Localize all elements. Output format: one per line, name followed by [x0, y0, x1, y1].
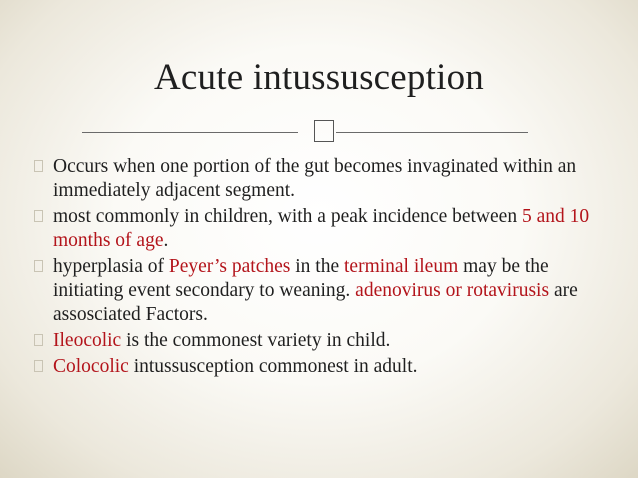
square-bullet-icon: [34, 210, 43, 222]
divider-line-left: [82, 132, 298, 133]
bullet-text: .: [163, 230, 169, 251]
highlighted-text: Peyer’s patches: [168, 256, 291, 277]
bullet-text: in the: [290, 256, 344, 277]
square-bullet-icon: [34, 260, 43, 272]
bullet-text: most commonly in children, with a peak incidence between: [53, 206, 522, 227]
bullet-text: Occurs when one portion of the gut becomes invaginated within an immediately adjacent segment.: [53, 156, 577, 201]
bullet-text: intussusception commonest in adult.: [128, 356, 418, 377]
slide-title: Acute intussusception: [154, 57, 484, 98]
bullet-item: [34, 205, 614, 253]
highlighted-text: Colocolic: [53, 356, 129, 377]
square-ornament-icon: [314, 120, 334, 142]
square-bullet-icon: [34, 334, 43, 346]
highlighted-text: 5 and 10 months of age: [53, 206, 590, 251]
bullet-item: [34, 355, 614, 379]
bullet-item: [34, 255, 614, 327]
bullet-item: [34, 329, 614, 353]
bullet-list: [34, 155, 614, 381]
highlighted-text: adenovirus or rotavirusis: [355, 280, 550, 301]
highlighted-text: Ileocolic: [53, 330, 122, 351]
bullet-text: is the commonest variety in child.: [121, 330, 391, 351]
bullet-text: hyperplasia of: [53, 256, 169, 277]
highlighted-text: terminal ileum: [344, 256, 459, 277]
divider-line-right: [336, 132, 528, 133]
bullet-item: [34, 155, 614, 203]
title-divider: [82, 118, 528, 146]
square-bullet-icon: [34, 160, 43, 172]
bullet-text: may be the initiating event secondary to weaning.: [53, 256, 549, 301]
bullet-text: are assosciated Factors.: [53, 280, 578, 325]
square-bullet-icon: [34, 360, 43, 372]
